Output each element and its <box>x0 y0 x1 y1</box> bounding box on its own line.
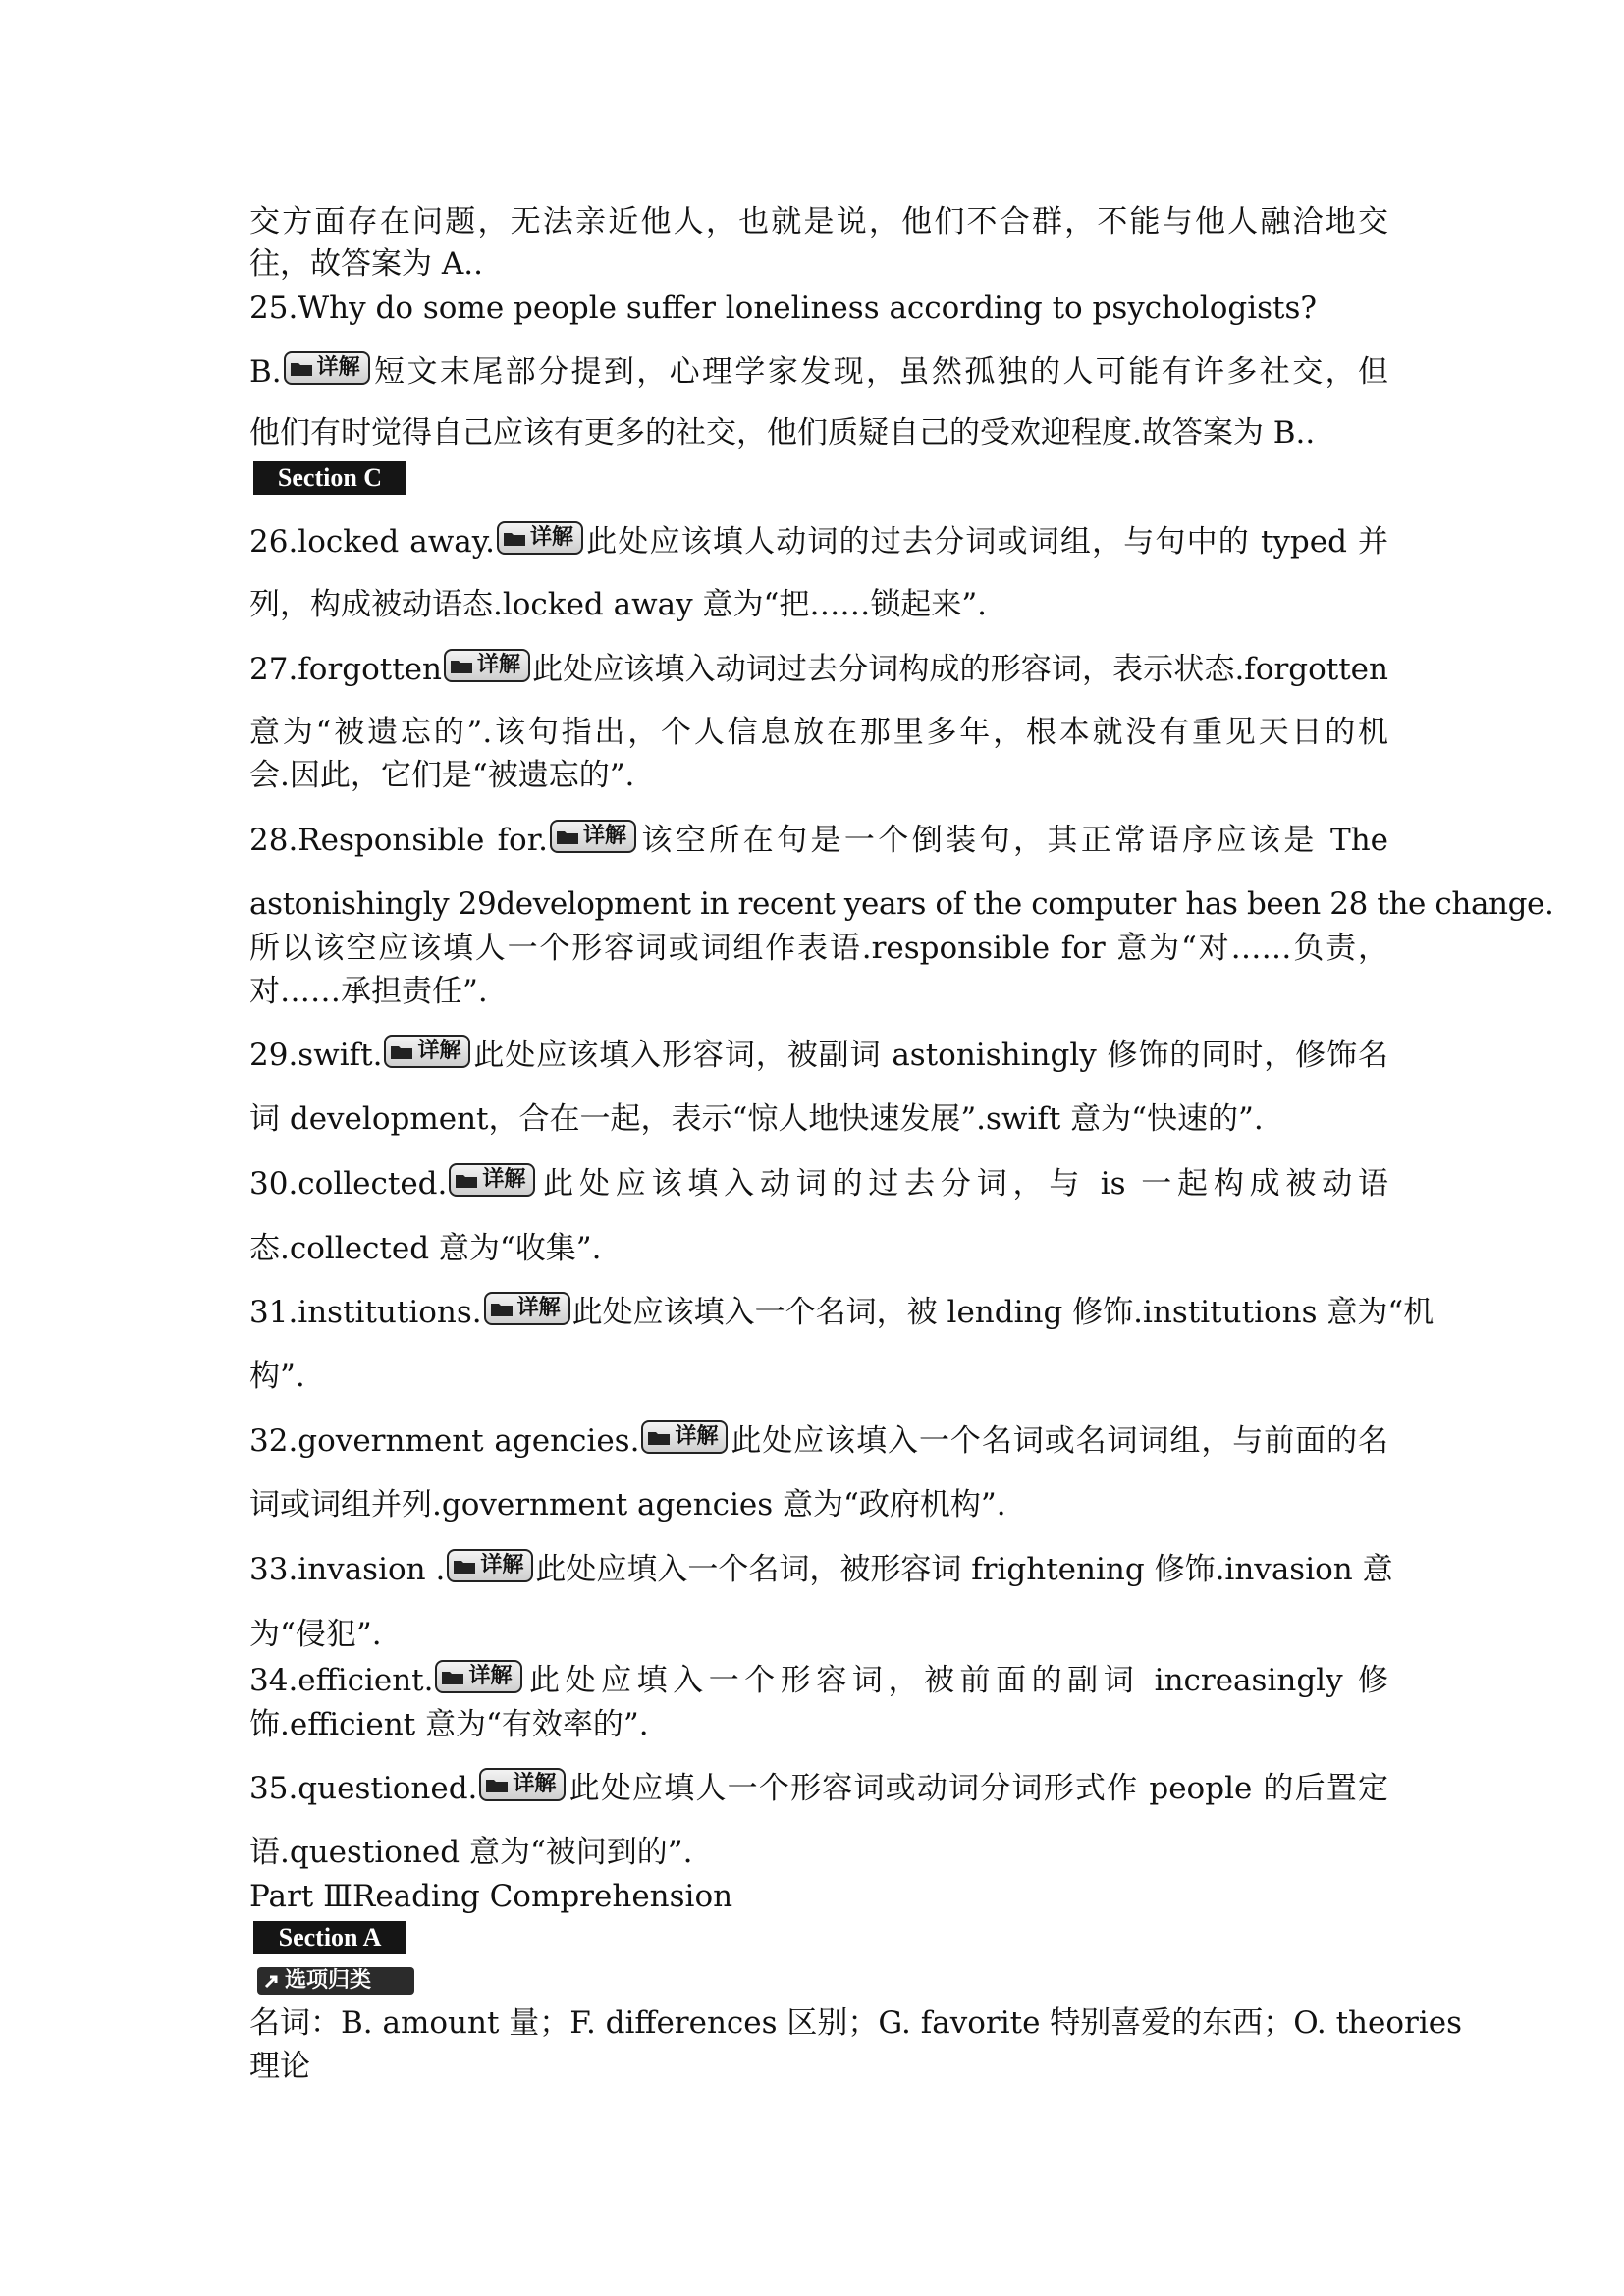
answer-27 <box>249 650 1388 689</box>
answer-text: 此处应该填入一个名词或名词词组，与前面的名 <box>730 1423 1389 1459</box>
answer-label: 32.government agencies. <box>249 1423 640 1459</box>
detail-badge <box>384 1035 470 1068</box>
category-tag <box>257 1967 414 1995</box>
arrow-icon <box>263 1972 281 1990</box>
text-line: 列，构成被动语态.locked away 意为“把……锁起来”. <box>249 587 988 622</box>
answer-text: 此处应该填入动词过去分词构成的形容词，表示状态.forgotten <box>532 652 1388 687</box>
folder-icon <box>441 1668 464 1685</box>
answer-28 <box>249 821 1388 860</box>
folder-icon <box>390 1042 413 1060</box>
badge-label: 详解 <box>482 1166 526 1192</box>
answer-label: 29.swift. <box>249 1038 383 1073</box>
answer-label: 27.forgotten <box>249 652 442 687</box>
folder-icon <box>490 1300 514 1317</box>
answer-32 <box>249 1421 1388 1461</box>
text-line: 语.questioned 意为“被问到的”. <box>249 1835 693 1870</box>
section-a-heading: Section A <box>253 1921 406 1954</box>
answer-text: 此处应填入一个名词，被形容词 frightening 修饰.invasion 意 <box>535 1552 1393 1587</box>
answer-text: 此处应填入一个形容词，被前面的副词 increasingly 修 <box>523 1663 1388 1698</box>
answer-text: 短文末尾部分提到，心理学家发现，虽然孤独的人可能有许多社交，但 <box>371 354 1388 390</box>
text-line: 往，故答案为 A.. <box>249 246 483 282</box>
answer-text: 此处应填人一个形容词或动词分词形式作 people 的后置定 <box>568 1771 1388 1806</box>
detail-badge <box>641 1420 728 1454</box>
badge-label: 详解 <box>477 652 521 677</box>
detail-badge <box>284 351 370 385</box>
answer-label: 26.locked away. <box>249 524 495 560</box>
badge-label: 详解 <box>530 524 574 550</box>
answer-33 <box>249 1550 1393 1589</box>
folder-icon <box>290 359 313 377</box>
folder-icon <box>453 1557 476 1575</box>
answer-text: 该空所在句是一个倒装句，其正常语序应该是 The <box>638 823 1389 858</box>
answer-30 <box>249 1164 1388 1203</box>
answer-text: 此处应该填入动词的过去分词，与 is 一起构成被动语 <box>537 1166 1388 1201</box>
badge-label: 详解 <box>675 1423 719 1449</box>
section-c-heading: Section C <box>253 461 406 495</box>
answer-35 <box>249 1769 1388 1808</box>
folder-icon <box>647 1428 671 1446</box>
folder-icon <box>450 657 473 674</box>
text-line: 态.collected 意为“收集”. <box>249 1231 602 1266</box>
detail-badge <box>484 1292 570 1325</box>
badge-label: 详解 <box>582 823 626 848</box>
text-line: 对……承担责任”. <box>249 974 488 1009</box>
answer-26 <box>249 522 1388 561</box>
answer-label: 33.invasion . <box>249 1552 446 1587</box>
badge-label: 详解 <box>516 1295 561 1320</box>
answer-34 <box>249 1661 1388 1700</box>
text-line: 构”. <box>249 1359 305 1394</box>
text-line: 意为“被遗忘的”.该句指出，个人信息放在那里多年，根本就没有重见天日的机 <box>249 715 1388 750</box>
folder-icon <box>556 828 579 845</box>
text-line: 会.因此，它们是“被遗忘的”. <box>249 758 635 793</box>
folder-icon <box>455 1171 478 1189</box>
folder-icon <box>503 529 526 547</box>
text-line: 所以该空应该填人一个形容词或词组作表语.responsible for 意为“对……负责， <box>249 931 1388 966</box>
part-heading: Part ⅢReading Comprehension <box>249 1879 733 1914</box>
text-line: 他们有时觉得自己应该有更多的社交，他们质疑自己的受欢迎程度.故答案为 B.. <box>249 415 1316 451</box>
text-line: 理论 <box>249 2049 310 2084</box>
answer-25 <box>249 352 1388 392</box>
answer-text: 此处应该填入一个名词，被 lending 修饰.institutions 意为“机 <box>571 1295 1435 1330</box>
answer-text: 此处应该填入形容词，被副词 astonishingly 修饰的同时，修饰名 <box>472 1038 1388 1073</box>
answer-label: 28.Responsible for. <box>249 823 548 858</box>
text-line: 饰.efficient 意为“有效率的”. <box>249 1707 649 1742</box>
folder-icon <box>485 1776 509 1793</box>
badge-label: 详解 <box>480 1552 524 1577</box>
question-25: 25.Why do some people suffer loneliness according to psychologists? <box>249 291 1318 326</box>
answer-label: B. <box>249 354 282 390</box>
detail-badge <box>449 1163 535 1197</box>
text-line: 词 development，合在一起，表示“惊人地快速发展”.swift 意为“快速的”. <box>249 1101 1264 1137</box>
detail-badge <box>435 1660 521 1693</box>
answer-label: 34.efficient. <box>249 1663 434 1698</box>
answer-label: 35.questioned. <box>249 1771 478 1806</box>
answer-31 <box>249 1293 1435 1332</box>
badge-label: 详解 <box>513 1771 557 1796</box>
detail-badge <box>550 820 636 853</box>
answer-label: 30.collected. <box>249 1166 448 1201</box>
detail-badge <box>497 521 583 555</box>
answer-29 <box>249 1036 1388 1075</box>
text-line: 交方面存在问题，无法亲近他人，也就是说，他们不合群，不能与他人融洽地交 <box>249 204 1388 240</box>
text-line: 为“侵犯”. <box>249 1617 382 1652</box>
detail-badge <box>479 1768 566 1801</box>
answer-label: 31.institutions. <box>249 1295 482 1330</box>
badge-label: 详解 <box>316 354 360 380</box>
badge-label: 详解 <box>417 1038 461 1063</box>
text-line: 名词：B. amount 量；F. differences 区别；G. favorite 特别喜爱的东西；O. theories <box>249 2005 1463 2041</box>
text-line: astonishingly 29development in recent years of the computer has been 28 the change. <box>249 886 1554 922</box>
detail-badge <box>444 649 530 682</box>
detail-badge <box>447 1549 533 1582</box>
text-line: 词或词组并列.government agencies 意为“政府机构”. <box>249 1487 1006 1522</box>
answer-text: 此处应该填人动词的过去分词或词组，与句中的 typed 并 <box>585 524 1388 560</box>
category-tag-label: 选项归类 <box>285 1968 372 1993</box>
badge-label: 详解 <box>468 1663 513 1688</box>
